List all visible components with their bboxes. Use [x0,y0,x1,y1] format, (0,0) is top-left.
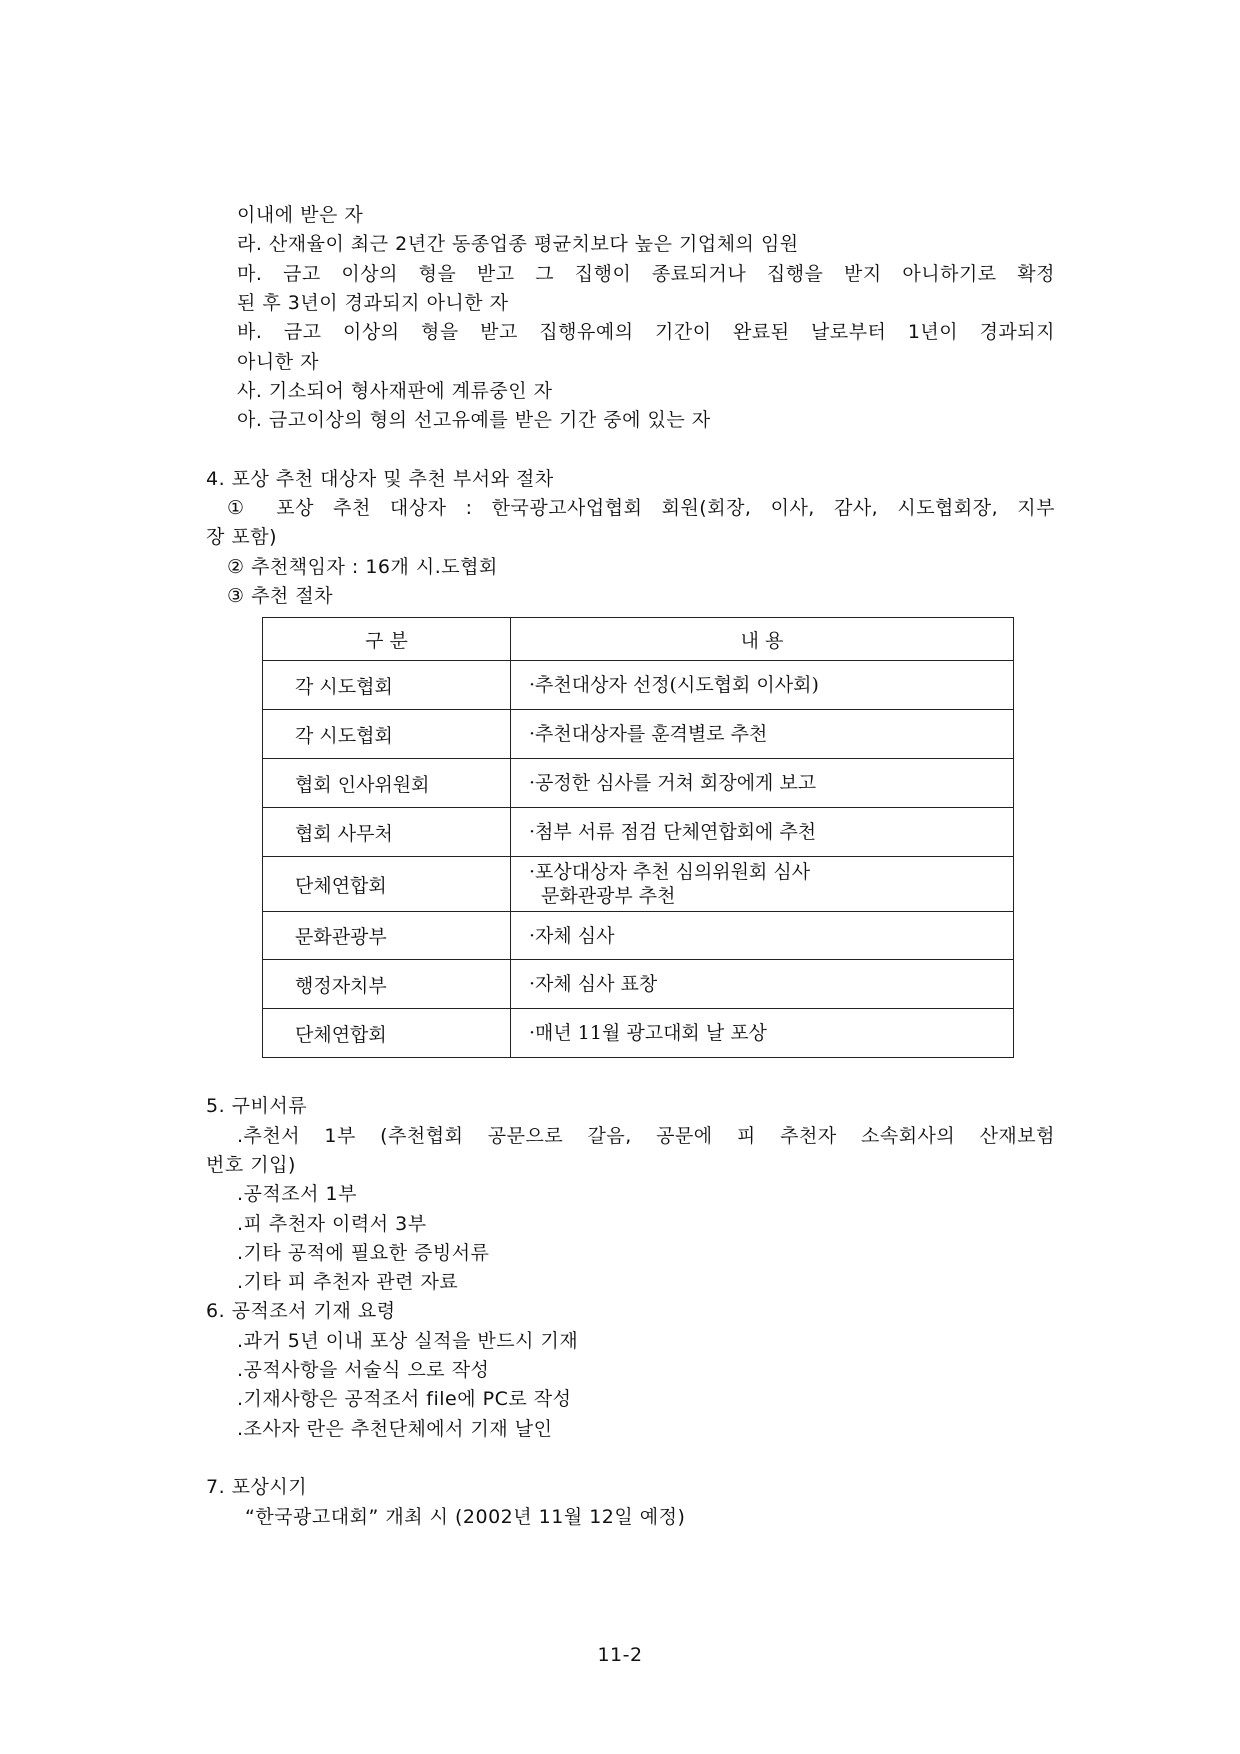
table-row [263,1009,1014,1058]
text-line: .과거 5년 이내 포상 실적을 반드시 기재 [237,1330,579,1352]
text-line: .공적사항을 서술식 으로 작성 [237,1359,490,1381]
content-cell [511,661,1014,710]
column-header-content: 내 용 [511,618,1014,661]
text-line: 번호 기입) [206,1154,296,1176]
content-cell [511,1009,1014,1058]
content-text: ·자체 심사 [529,924,615,947]
category-cell: 각 시도협회 [263,661,511,710]
page-number: 11-2 [597,1644,643,1666]
content-cell [511,759,1014,808]
text-line: 바. 금고 이상의 형을 받고 집행유예의 기간이 완료된 날로부터 1년이 경과되지 [237,321,1055,343]
table-row [263,912,1014,960]
text-line: .피 추천자 이력서 3부 [237,1213,427,1235]
section-heading: 4. 포상 추천 대상자 및 추천 부서와 절차 [206,468,554,490]
category-cell: 행정자치부 [263,960,511,1009]
table-row [263,710,1014,759]
text-line: ① 포상 추천 대상자 : 한국광고사업협회 회원(회장, 이사, 감사, 시도협회장, 지부 [227,497,1055,519]
content-cell [511,960,1014,1009]
section-heading: 7. 포상시기 [206,1476,308,1498]
category-cell: 단체연합회 [263,1009,511,1058]
content-text: ·자체 심사 표창 [529,973,658,995]
section-heading: 5. 구비서류 [206,1095,308,1117]
table-row [263,808,1014,857]
content-text: ·첨부 서류 점검 단체연합회에 추천 [529,821,817,843]
text-line: .기타 피 추천자 관련 자료 [237,1271,459,1293]
category-cell: 단체연합회 [263,857,511,912]
text-line: .공적조서 1부 [237,1183,357,1205]
content-text: ·추천대상자 선정(시도협회 이사회) [529,674,819,696]
category-cell: 각 시도협회 [263,710,511,759]
text-line: .기재사항은 공적조서 file에 PC로 작성 [237,1388,572,1410]
category-cell: 문화관광부 [263,912,511,960]
text-line: 사. 기소되어 형사재판에 계류중인 자 [237,380,553,402]
content-text: 문화관광부 추천 [541,885,676,907]
text-line: “한국광고대회” 개최 시 (2002년 11월 12일 예정) [245,1506,686,1528]
table-row [263,857,1014,912]
table-header-row [263,618,1014,661]
content-cell [511,808,1014,857]
table-row [263,661,1014,710]
text-line: 아. 금고이상의 형의 선고유예를 받은 기간 중에 있는 자 [237,409,711,431]
text-line: 이내에 받은 자 [237,204,364,226]
content-text: ·공정한 심사를 거쳐 회장에게 보고 [529,772,817,794]
content-text: ·매년 11월 광고대회 날 포상 [529,1022,767,1044]
text-line: 아니한 자 [237,351,319,373]
category-cell: 협회 사무처 [263,808,511,857]
procedure-table [262,617,1014,1058]
content-cell [511,857,1014,912]
content-text: ·추천대상자를 훈격별로 추천 [529,723,768,745]
content-text: ·포상대상자 추천 심의위원회 심사 [529,861,811,883]
text-line: .기타 공적에 필요한 증빙서류 [237,1242,490,1264]
text-line: ③ 추천 절차 [227,585,334,607]
column-header-category: 구 분 [263,618,511,661]
content-cell [511,912,1014,960]
section-heading: 6. 공적조서 기재 요령 [206,1300,396,1322]
text-line: ② 추천책임자 : 16개 시.도협회 [227,556,498,578]
text-line: 라. 산재율이 최근 2년간 동종업종 평균치보다 높은 기업체의 임원 [237,233,799,255]
content-cell [511,710,1014,759]
text-line: 마. 금고 이상의 형을 받고 그 집행이 종료되거나 집행을 받지 아니하기로 확정 [237,263,1055,285]
text-line: 장 포함) [206,526,278,548]
text-line: 된 후 3년이 경과되지 아니한 자 [237,292,509,314]
table-row [263,960,1014,1009]
text-line: .추천서 1부 (추천협회 공문으로 갈음, 공문에 피 추천자 소속회사의 산재보험 [237,1125,1055,1147]
table-row [263,759,1014,808]
text-line: .조사자 란은 추천단체에서 기재 날인 [237,1418,553,1440]
category-cell: 협회 인사위원회 [263,759,511,808]
